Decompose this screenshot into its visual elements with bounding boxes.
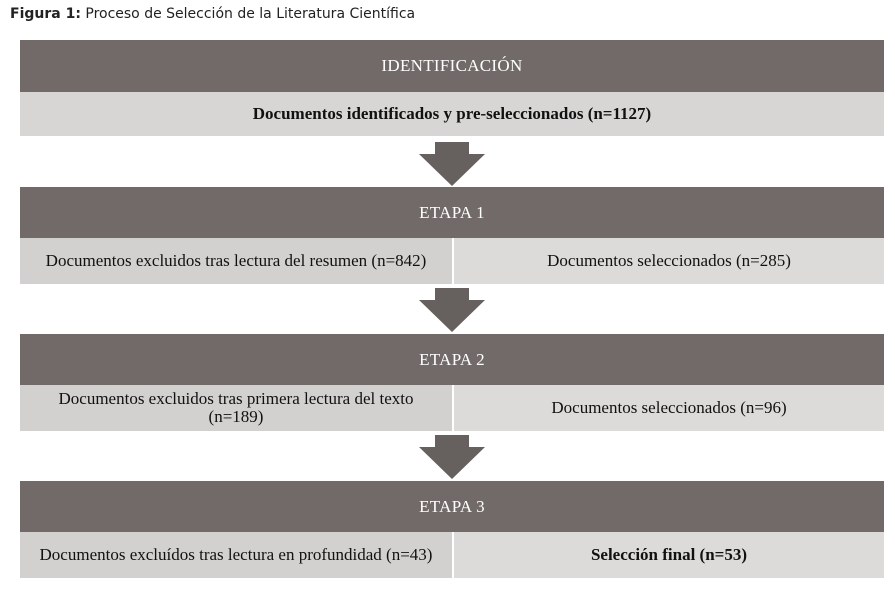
down-arrow-icon bbox=[417, 288, 487, 332]
stage-2-excluded: Documentos excluidos tras primera lectura del texto (n=189) bbox=[20, 385, 452, 431]
stage-2-selected: Documentos seleccionados (n=96) bbox=[452, 385, 884, 431]
figure-label: Figura 1: bbox=[10, 6, 81, 22]
stage-1-header: ETAPA 1 bbox=[20, 187, 884, 238]
stage-1-row bbox=[20, 238, 884, 284]
stage-3-header: ETAPA 3 bbox=[20, 481, 884, 532]
stage-2-header: ETAPA 2 bbox=[20, 334, 884, 385]
figure-title: Proceso de Selección de la Literatura Científica bbox=[80, 6, 416, 22]
stage-1-selected: Documentos seleccionados (n=285) bbox=[452, 238, 884, 284]
stage-1-excluded: Documentos excluidos tras lectura del resumen (n=842) bbox=[20, 238, 452, 284]
identification-row bbox=[20, 92, 884, 136]
down-arrow-icon bbox=[417, 435, 487, 479]
stage-2-row bbox=[20, 385, 884, 431]
final-selection: Selección final (n=53) bbox=[452, 532, 884, 578]
down-arrow-icon bbox=[417, 142, 487, 186]
identification-header: IDENTIFICACIÓN bbox=[20, 40, 884, 92]
figure-caption bbox=[10, 6, 415, 22]
stage-3-row bbox=[20, 532, 884, 578]
stage-3-excluded: Documentos excluídos tras lectura en profundidad (n=43) bbox=[20, 532, 452, 578]
identified-documents: Documentos identificados y pre-seleccionados (n=1127) bbox=[252, 104, 652, 123]
